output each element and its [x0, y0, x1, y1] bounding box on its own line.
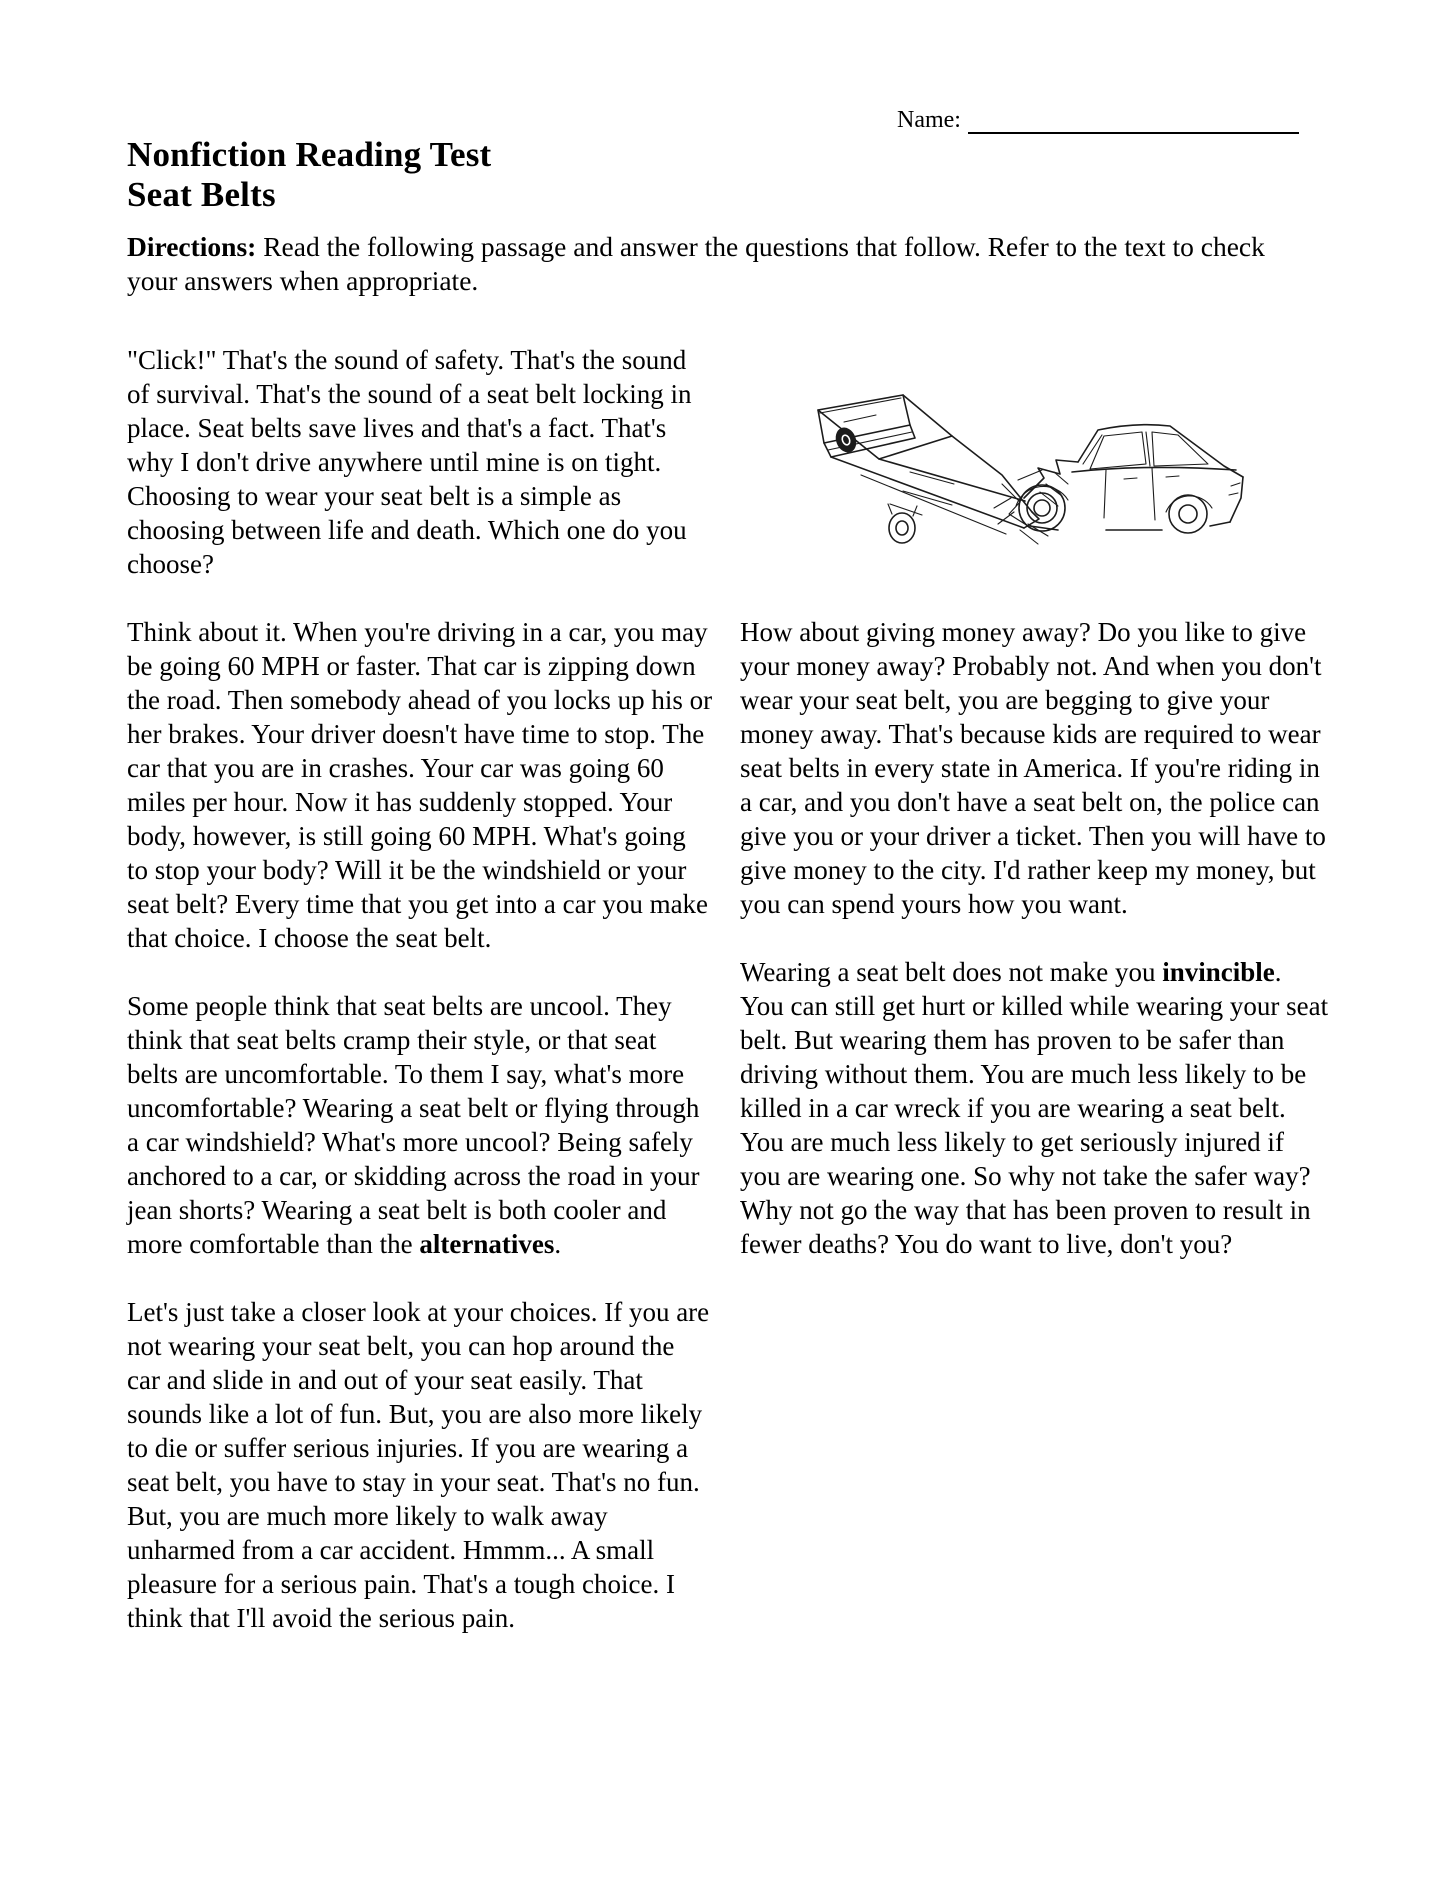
bold-term-invincible: invincible — [1162, 957, 1275, 987]
paragraph-text: Wearing a seat belt does not make you — [740, 957, 1163, 987]
passage-right-column — [740, 615, 1330, 1295]
paragraph-text: . — [554, 1229, 562, 1259]
passage-paragraph — [127, 989, 713, 1261]
directions-text: Read the following passage and answer the questions that follow. Refer to the text to check your answers when appropriate. — [127, 231, 1265, 296]
directions — [127, 230, 1287, 298]
paragraph-text: . You can still get hurt or killed while wearing your seat belt. But wearing them has proven to be safer than driving without them. You are much less likely to be killed in a car wreck if you are wearing a seat belt. You are much less likely to get seriously injured if you are wearing one. So why not take the safer way? Why not go the way that has been proven to result in fewer deaths? You do want to live, don't you? — [740, 957, 1329, 1259]
car-crash-illustration — [806, 380, 1256, 578]
name-label: Name: — [897, 107, 961, 133]
passage-paragraph — [740, 955, 1330, 1261]
name-field — [897, 106, 1299, 134]
title-block — [127, 135, 491, 215]
passage-paragraph: Think about it. When you're driving in a car, you may be going 60 MPH or faster. That car is zipping down the road. Then somebody ahead of you locks up his or her brakes. Your driver doesn't have time to stop. The car that you are in crashes. Your car was going 60 miles per hour. Now it has suddenly stopped. Your body, however, is still going 60 MPH. What's going to stop your body? Will it be the windshield or your seat belt? Every time that you get into a car you make that choice. I choose the seat belt. — [127, 617, 713, 953]
passage-left-column — [127, 343, 713, 1669]
paragraph-text: Some people think that seat belts are uncool. They think that seat belts cramp their style, or that seat belts are uncomfortable. To them I say, what's more uncomfortable? Wearing a seat belt or flying through a car windshield? What's more uncool? Being safely anchored to a car, or skidding across the road in your jean shorts? Wearing a seat belt is both cooler and more comfortable than the — [127, 991, 700, 1259]
struck-car-rear-lifted — [818, 395, 1039, 543]
striking-sedan — [1016, 425, 1243, 533]
name-blank-line[interactable] — [968, 106, 1299, 134]
page-title: Nonfiction Reading Test — [127, 135, 492, 174]
page-subtitle: Seat Belts — [127, 175, 276, 214]
passage-paragraph: How about giving money away? Do you like to give your money away? Probably not. And when you don't wear your seat belt, you are begging to give your money away. That's because kids are required to wear seat belts in every state in America. If you're riding in a car, and you don't have a seat belt on, the police can give you or your driver a ticket. Then you will have to give money to the city. I'd rather keep my money, but you can spend yours how you want. — [740, 617, 1326, 919]
bold-term-alternatives: alternatives — [419, 1229, 555, 1259]
passage-paragraph: "Click!" That's the sound of safety. That's the sound of survival. That's the sound of a seat belt locking in place. Seat belts save lives and that's a fact. That's why I don't drive anywhere until mine is on tight. Choosing to wear your seat belt is a simple as choosing between life and death. Which one do you choose? — [127, 345, 692, 579]
passage-paragraph: Let's just take a closer look at your choices. If you are not wearing your seat belt, you can hop around the car and slide in and out of your seat easily. That sounds like a lot of fun. But, you are also more likely to die or suffer serious injuries. If you are wearing a seat belt, you have to stay in your seat. That's no fun. But, you are much more likely to walk away unharmed from a car accident. Hmmm... A small pleasure for a serious pain. That's a tough choice. I think that I'll avoid the serious pain. — [127, 1297, 710, 1633]
directions-label: Directions: — [127, 231, 257, 262]
